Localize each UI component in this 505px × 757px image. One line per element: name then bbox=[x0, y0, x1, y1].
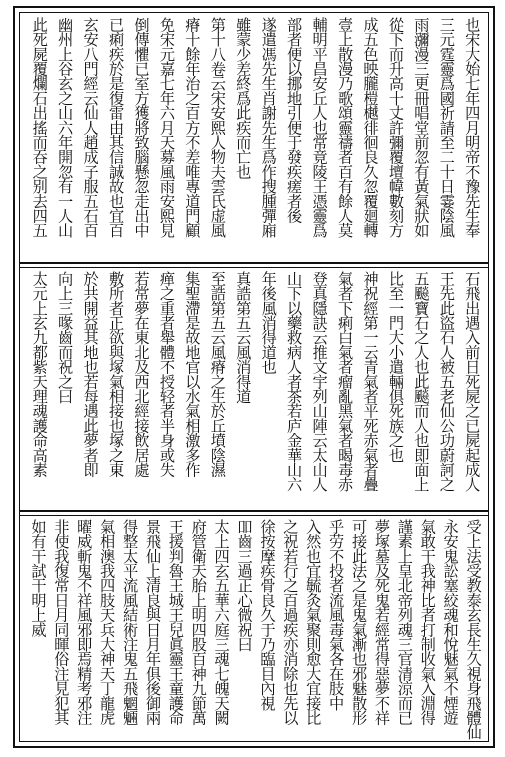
text-column: 雨瀰漫三更冊唱堂前忽有黃氣狀如 bbox=[412, 17, 431, 238]
text-column: 乎劳不投者流風毒氣各在肢中 bbox=[327, 519, 346, 711]
text-column: 之祝若行之百過疾亦消除也先以 bbox=[281, 519, 300, 725]
text-column: 太元上玄九都紫天理魂護命高素 bbox=[30, 271, 49, 477]
text-column: 吅齒三過正心微祝曰 bbox=[235, 519, 254, 652]
text-column: 永安鬼訟塞絞魂和悅魅氣不煙遊 bbox=[441, 519, 460, 725]
text-column: 從下而升高十丈許彌覆壇幃數刻方 bbox=[386, 17, 405, 238]
text-column: 若常夢在東北及西北經接飲居處 bbox=[132, 271, 151, 477]
register-divider-1 bbox=[20, 262, 488, 264]
text-column: 免宋元嘉七年六月天募風雨安熙見 bbox=[157, 17, 176, 238]
text-column: 登真隱訣云推文宇列山陣云太山人 bbox=[310, 271, 329, 492]
text-column: 幽州上谷玄之山六年開忽有一人山 bbox=[56, 17, 75, 238]
text-column: 夢塚墓及死鬼若經常得惡夢不祥 bbox=[372, 519, 391, 725]
text-column: 此死屍覆爛石出搖而吞之别去四五 bbox=[30, 17, 49, 238]
text-column: 壹上散漫乃歌頌靈禱者百有餘人莫 bbox=[336, 17, 355, 238]
text-column: 比至一門大小遣輛俱死族之也 bbox=[386, 271, 405, 463]
text-column: 輔明平昌安丘人也常竟陵王憑靈爲 bbox=[310, 17, 329, 238]
scripture-page bbox=[13, 6, 495, 748]
text-column: 王先此盜石人被五老仙公功蔚訶之 bbox=[437, 271, 456, 492]
text-column: 神祝經第一云青氣者平死赤氣者疊 bbox=[361, 271, 380, 492]
text-column: 向上三喙齒而祝之曰 bbox=[56, 271, 75, 404]
text-column: 也宋大始七年四月明帝不豫先生奉 bbox=[463, 17, 482, 238]
text-column: 年後風消得道也 bbox=[259, 271, 278, 374]
text-column: 可接此法之是鬼氣漸也邪魅散形 bbox=[350, 519, 369, 725]
text-column: 瘅之重者舉體不授轻者半身或失 bbox=[157, 271, 176, 477]
text-column: 於共開益其地也若每遇此夢者即 bbox=[81, 271, 100, 477]
text-column: 如有干試干明上威 bbox=[29, 519, 48, 637]
text-column: 氣敢干我神比者打制收氣入淵得 bbox=[418, 519, 437, 725]
text-column: 第十八卷云宋安熙人物夫雲氏虚風 bbox=[208, 17, 227, 238]
text-column: 曜威斬鬼不祥風邪即焉精考邪注 bbox=[75, 519, 94, 725]
text-column: 敷所者正欲與塚氣相接也塚之東 bbox=[107, 271, 126, 477]
text-column: 瘠十餘年治之百方不差唯專道門顧 bbox=[183, 17, 202, 238]
text-column: 集聖滯是故地官以水氣相激多作 bbox=[183, 271, 202, 477]
text-column: 倒傳懼已室方獲將致腦懸忽走出中 bbox=[132, 17, 151, 238]
text-column: 徐按摩疾骨良久于乃臨目內視 bbox=[258, 519, 277, 711]
text-column: 雖蒙少差終爲此疾而亡也 bbox=[234, 17, 253, 179]
text-column: 至誥第五云風瘠之生於丘墳陰濕 bbox=[208, 271, 227, 477]
text-column: 成五色映朧榿樾徘徊良久忽覆廻轉 bbox=[361, 17, 380, 238]
text-column: 景飛仙上清良與日月年俱後御兩 bbox=[143, 519, 162, 725]
text-column: 真誥第五云風消得道 bbox=[234, 271, 253, 404]
text-column: 太上四玄五華六庭三魂七魄天闕 bbox=[212, 519, 231, 725]
text-column: 三元霆靈爲國祈請至二十日霎陰風 bbox=[437, 17, 456, 238]
text-column: 石飛出遇入前日死屍之已屍起成人 bbox=[463, 271, 482, 492]
text-column: 氣者下痢白氣者瘤亂黑氣者暍毒赤 bbox=[336, 271, 355, 492]
text-column: 五飈寶石之人也此飈而人也即面上 bbox=[412, 271, 431, 492]
text-column: 非使我復常日月同暉俗注見犯其 bbox=[52, 519, 71, 725]
text-column: 遂遣馮先生肖謝先生爲作搜腫彈廂 bbox=[259, 17, 278, 238]
text-column: 部者便以挪地引便于發疾瘥者後 bbox=[285, 17, 304, 223]
text-column: 受上法受教泰玄長生久視身飛體仙 bbox=[464, 519, 483, 740]
text-column: 謹素上皇北帝列魂三官清涼而已 bbox=[395, 519, 414, 725]
text-column: 山下以藥救病人者茶若庐金華山六 bbox=[285, 271, 304, 492]
page-frame bbox=[19, 12, 489, 742]
text-column: 玄安八門經云仙人趙成子服五石百 bbox=[81, 17, 100, 238]
text-column: 已痢疾於是復雷由其信誠故也宜百 bbox=[107, 17, 126, 238]
text-column: 入然也宜毓灸氣聚則愈大宜接比 bbox=[304, 519, 323, 725]
text-column: 得整太平流風結術注鬼五飛魍魎 bbox=[121, 519, 140, 725]
text-column: 氣相澳我四肢天兵大神天丁龍虎 bbox=[98, 519, 117, 725]
register-divider-2 bbox=[20, 510, 488, 512]
text-column: 王援判魯王城王兒眞靈王童護命 bbox=[166, 519, 185, 725]
text-column: 府管衛天胎上明四股百神九節萬 bbox=[189, 519, 208, 725]
